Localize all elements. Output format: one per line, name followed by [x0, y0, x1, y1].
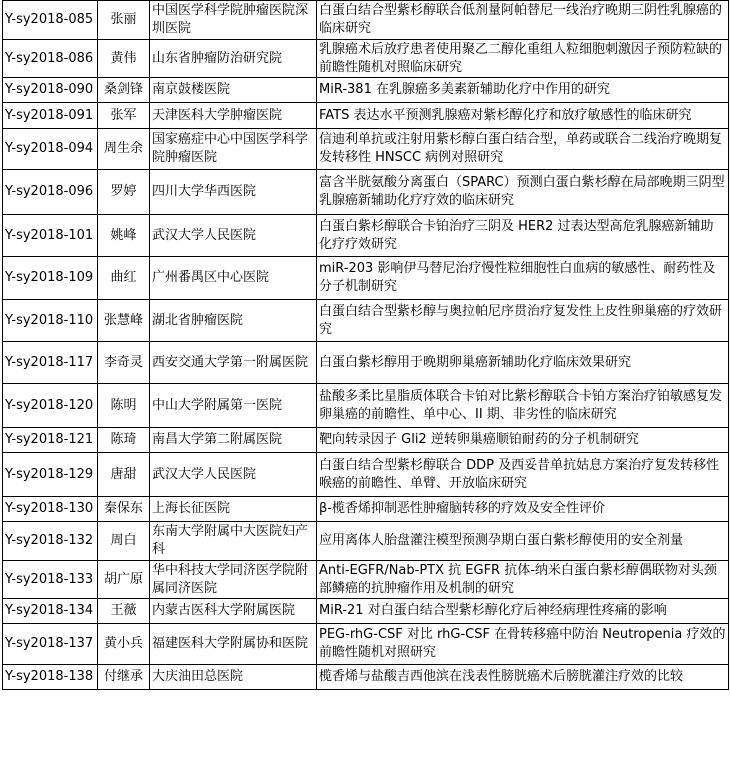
- table-row: [3, 384, 729, 428]
- institution-cell: 国家癌症中心中国医学科学院肿瘤医院: [150, 129, 317, 170]
- table-row: [3, 215, 729, 257]
- project-id-cell: Y-sy2018-137: [3, 624, 98, 665]
- project-title-cell: 信迪利单抗或注射用紫杉醇白蛋白结合型，单药或联合二线治疗晚期复发转移性 HNSCC 病例对照研究: [317, 129, 729, 170]
- project-id-cell: Y-sy2018-130: [3, 497, 98, 522]
- project-id-cell: Y-sy2018-117: [3, 342, 98, 384]
- institution-cell: 中山大学附属第一医院: [150, 384, 317, 428]
- table-row: [3, 1, 729, 40]
- table-row: [3, 624, 729, 665]
- table-row: [3, 342, 729, 384]
- table-row: [3, 453, 729, 497]
- project-table-body: [3, 1, 729, 690]
- project-id-cell: Y-sy2018-094: [3, 129, 98, 170]
- project-title-cell: Anti-EGFR/Nab-PTX 抗 EGFR 抗体-纳米白蛋白紫杉醇偶联物对头颈部鳞癌的抗肿瘤作用及机制的研究: [317, 561, 729, 599]
- project-id-cell: Y-sy2018-109: [3, 257, 98, 300]
- project-title-cell: β-榄香烯抑制恶性肿瘤脑转移的疗效及安全性评价: [317, 497, 729, 522]
- project-title-cell: 乳腺癌术后放疗患者使用聚乙二醇化重组人粒细胞刺激因子预防粒缺的前瞻性随机对照临床研究: [317, 40, 729, 78]
- table-row: [3, 300, 729, 342]
- project-id-cell: Y-sy2018-096: [3, 170, 98, 215]
- project-id-cell: Y-sy2018-110: [3, 300, 98, 342]
- institution-cell: 武汉大学人民医院: [150, 215, 317, 257]
- project-id-cell: Y-sy2018-138: [3, 665, 98, 690]
- project-id-cell: Y-sy2018-086: [3, 40, 98, 78]
- table-row: [3, 129, 729, 170]
- investigator-name-cell: 王薇: [98, 599, 150, 624]
- table-row: [3, 522, 729, 561]
- project-title-cell: MiR-381 在乳腺癌多美素新辅助化疗中作用的研究: [317, 78, 729, 103]
- investigator-name-cell: 付继承: [98, 665, 150, 690]
- project-title-cell: 盐酸多柔比星脂质体联合卡铂对比紫杉醇联合卡铂方案治疗铂敏感复发卵巢癌的前瞻性、单中心、II 期、非劣性的临床研究: [317, 384, 729, 428]
- institution-cell: 广州番禺区中心医院: [150, 257, 317, 300]
- project-table: [2, 0, 729, 690]
- table-row: [3, 170, 729, 215]
- project-id-cell: Y-sy2018-120: [3, 384, 98, 428]
- project-title-cell: FATS 表达水平预测乳腺癌对紫杉醇化疗和放疗敏感性的临床研究: [317, 103, 729, 129]
- table-row: [3, 78, 729, 103]
- project-title-cell: miR-203 影响伊马替尼治疗慢性粒细胞性白血病的敏感性、耐药性及分子机制研究: [317, 257, 729, 300]
- investigator-name-cell: 张军: [98, 103, 150, 129]
- investigator-name-cell: 陈明: [98, 384, 150, 428]
- institution-cell: 大庆油田总医院: [150, 665, 317, 690]
- investigator-name-cell: 秦保东: [98, 497, 150, 522]
- table-row: [3, 103, 729, 129]
- investigator-name-cell: 张丽: [98, 1, 150, 40]
- project-title-cell: 榄香烯与盐酸吉西他滨在浅表性膀胱癌术后膀胱灌注疗效的比较: [317, 665, 729, 690]
- project-id-cell: Y-sy2018-091: [3, 103, 98, 129]
- institution-cell: 西安交通大学第一附属医院: [150, 342, 317, 384]
- project-id-cell: Y-sy2018-121: [3, 428, 98, 453]
- table-row: [3, 561, 729, 599]
- investigator-name-cell: 张慧峰: [98, 300, 150, 342]
- investigator-name-cell: 黄伟: [98, 40, 150, 78]
- institution-cell: 山东省肿瘤防治研究院: [150, 40, 317, 78]
- project-title-cell: 白蛋白紫杉醇用于晚期卵巢癌新辅助化疗临床效果研究: [317, 342, 729, 384]
- project-title-cell: 靶向转录因子 Gli2 逆转卵巢癌顺铂耐药的分子机制研究: [317, 428, 729, 453]
- project-title-cell: 富含半胱氨酸分离蛋白（SPARC）预测白蛋白紫杉醇在局部晚期三阴型乳腺癌新辅助化疗疗效的临床研究: [317, 170, 729, 215]
- table-row: [3, 665, 729, 690]
- project-id-cell: Y-sy2018-133: [3, 561, 98, 599]
- institution-cell: 武汉大学人民医院: [150, 453, 317, 497]
- investigator-name-cell: 唐甜: [98, 453, 150, 497]
- institution-cell: 南昌大学第二附属医院: [150, 428, 317, 453]
- institution-cell: 南京鼓楼医院: [150, 78, 317, 103]
- investigator-name-cell: 周白: [98, 522, 150, 561]
- project-title-cell: 白蛋白结合型紫杉醇联合低剂量阿帕替尼一线治疗晚期三阴性乳腺癌的临床研究: [317, 1, 729, 40]
- investigator-name-cell: 胡广原: [98, 561, 150, 599]
- table-row: [3, 599, 729, 624]
- investigator-name-cell: 李奇灵: [98, 342, 150, 384]
- institution-cell: 内蒙古医科大学附属医院: [150, 599, 317, 624]
- project-id-cell: Y-sy2018-090: [3, 78, 98, 103]
- institution-cell: 上海长征医院: [150, 497, 317, 522]
- project-id-cell: Y-sy2018-085: [3, 1, 98, 40]
- investigator-name-cell: 姚峰: [98, 215, 150, 257]
- institution-cell: 中国医学科学院肿瘤医院深圳医院: [150, 1, 317, 40]
- investigator-name-cell: 罗婷: [98, 170, 150, 215]
- project-title-cell: 白蛋白紫杉醇联合卡铂治疗三阴及 HER2 过表达型高危乳腺癌新辅助化疗疗效研究: [317, 215, 729, 257]
- investigator-name-cell: 黄小兵: [98, 624, 150, 665]
- investigator-name-cell: 桑剑锋: [98, 78, 150, 103]
- institution-cell: 四川大学华西医院: [150, 170, 317, 215]
- investigator-name-cell: 曲红: [98, 257, 150, 300]
- project-id-cell: Y-sy2018-101: [3, 215, 98, 257]
- table-row: [3, 428, 729, 453]
- project-title-cell: 应用离体人胎盘灌注模型预测孕期白蛋白紫杉醇使用的安全剂量: [317, 522, 729, 561]
- table-row: [3, 257, 729, 300]
- project-id-cell: Y-sy2018-134: [3, 599, 98, 624]
- project-id-cell: Y-sy2018-132: [3, 522, 98, 561]
- table-row: [3, 40, 729, 78]
- project-title-cell: PEG-rhG-CSF 对比 rhG-CSF 在骨转移癌中防治 Neutropenia 疗效的前瞻性随机对照研究: [317, 624, 729, 665]
- project-title-cell: 白蛋白结合型紫杉醇联合 DDP 及西妥昔单抗姑息方案治疗复发转移性喉癌的前瞻性、单臂、开放临床研究: [317, 453, 729, 497]
- project-id-cell: Y-sy2018-129: [3, 453, 98, 497]
- investigator-name-cell: 周生余: [98, 129, 150, 170]
- project-title-cell: MiR-21 对白蛋白结合型紫杉醇化疗后神经病理性疼痛的影响: [317, 599, 729, 624]
- institution-cell: 天津医科大学肿瘤医院: [150, 103, 317, 129]
- institution-cell: 福建医科大学附属协和医院: [150, 624, 317, 665]
- investigator-name-cell: 陈琦: [98, 428, 150, 453]
- institution-cell: 湖北省肿瘤医院: [150, 300, 317, 342]
- institution-cell: 东南大学附属中大医院妇产科: [150, 522, 317, 561]
- project-title-cell: 白蛋白结合型紫杉醇与奥拉帕尼序贯治疗复发性上皮性卵巢癌的疗效研究: [317, 300, 729, 342]
- institution-cell: 华中科技大学同济医学院附属同济医院: [150, 561, 317, 599]
- table-row: [3, 497, 729, 522]
